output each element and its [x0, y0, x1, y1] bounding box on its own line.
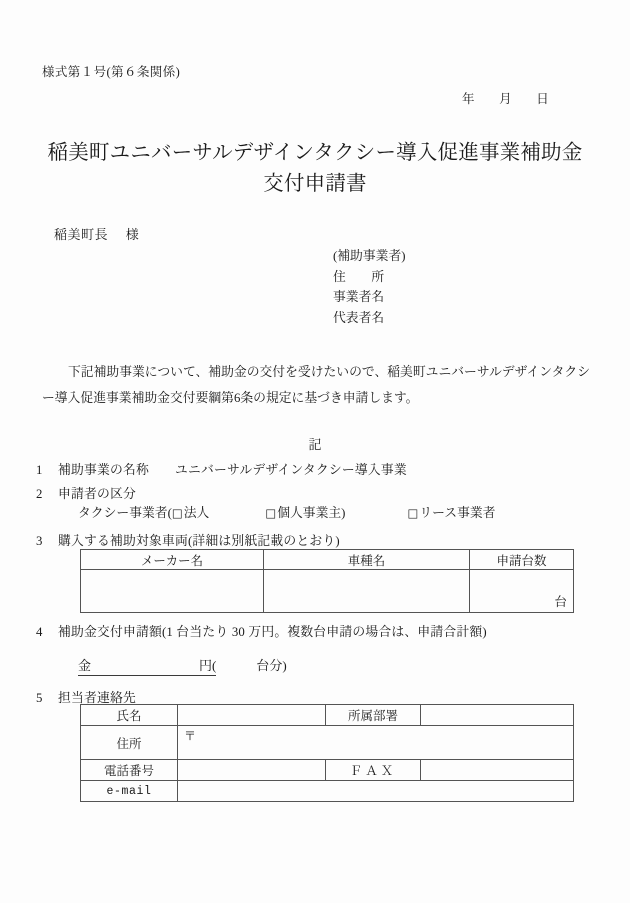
count-suffix: 台分) — [256, 658, 287, 673]
taxi-operator-open-paren: タクシー事業者( — [78, 506, 172, 520]
item-3-number: 3 — [36, 534, 43, 548]
page-title-line1: 稲美町ユニバーサルデザインタクシー導入促進事業補助金 — [47, 142, 583, 164]
date-line — [462, 89, 549, 107]
vehicle-header-count: 申請台数 — [470, 550, 574, 570]
table-row — [81, 705, 574, 726]
contact-address-label: 住所 — [81, 726, 178, 760]
amount-currency: 円( — [199, 658, 217, 673]
applicant-block — [333, 246, 406, 328]
item-4-label: 補助金交付申請額(1 台当たり 30 万円。複数台申請の場合は、申請合計額) — [58, 625, 487, 639]
contact-phone-value[interactable] — [178, 760, 326, 781]
table-row — [81, 726, 574, 760]
page-title-line2: 交付申請書 — [263, 173, 367, 195]
contact-address-value[interactable] — [178, 726, 574, 760]
vehicle-cell-model[interactable] — [264, 570, 470, 613]
contact-table — [80, 704, 574, 802]
addressee — [54, 224, 139, 243]
vehicle-header-maker: メーカー名 — [81, 550, 264, 570]
item-1-number: 1 — [36, 463, 43, 477]
applicant-representative-label: 代表者名 — [333, 310, 385, 325]
taxi-operator-close-paren: ) — [341, 506, 346, 520]
item-2-label: 申請者の区分 — [58, 487, 136, 501]
vehicle-cell-maker[interactable] — [81, 570, 264, 613]
contact-phone-label: 電話番号 — [81, 760, 178, 781]
page-title — [0, 138, 630, 200]
item-1-value: ユニバーサルデザインタクシー導入事業 — [174, 463, 407, 477]
amount-field[interactable] — [78, 655, 216, 676]
checkbox-corporation-icon[interactable]: □ — [171, 505, 183, 520]
item-2-options — [78, 502, 495, 521]
amount-line — [78, 655, 287, 676]
contact-fax-value[interactable] — [421, 760, 574, 781]
contact-fax-label: ＦＡＸ — [326, 760, 421, 781]
contact-email-value[interactable] — [178, 781, 574, 802]
contact-name-label: 氏名 — [81, 705, 178, 726]
table-row — [81, 781, 574, 802]
checkbox-lease-label[interactable]: リース事業者 — [419, 506, 496, 520]
body-paragraph — [42, 359, 590, 411]
checkbox-corporation-label[interactable]: 法人 — [183, 506, 210, 520]
amount-prefix: 金 — [78, 658, 92, 673]
applicant-heading: (補助事業者) — [333, 249, 406, 263]
item-2-number: 2 — [36, 487, 43, 501]
item-4-number: 4 — [36, 625, 43, 639]
date-year-label: 年 — [462, 92, 475, 106]
contact-department-value[interactable] — [421, 705, 574, 726]
vehicle-cell-count-unit[interactable]: 台 — [470, 570, 574, 613]
table-row — [81, 760, 574, 781]
form-number: 様式第１号(第６条関係) — [42, 65, 181, 79]
table-header-row — [81, 550, 574, 570]
contact-name-value[interactable] — [178, 705, 326, 726]
ki-marker: 記 — [308, 437, 322, 452]
checkbox-sole-proprietor-icon[interactable]: □ — [265, 505, 277, 520]
item-4 — [36, 621, 487, 640]
date-month-label: 月 — [499, 92, 512, 106]
table-row — [81, 570, 574, 613]
item-3 — [36, 530, 340, 549]
addressee-name: 稲美町長 — [54, 227, 109, 242]
contact-department-label: 所属部署 — [326, 705, 421, 726]
item-1 — [36, 459, 407, 478]
contact-email-label: e-mail — [81, 781, 178, 802]
date-day-label: 日 — [536, 92, 549, 106]
checkbox-sole-proprietor-label[interactable]: 個人事業主 — [277, 506, 342, 520]
postal-mark-icon: 〒 — [184, 729, 197, 743]
vehicle-header-model: 車種名 — [264, 550, 470, 570]
vehicle-table — [80, 549, 574, 613]
item-3-label: 購入する補助対象車両(詳細は別紙記載のとおり) — [58, 534, 340, 548]
item-5-label: 担当者連絡先 — [58, 691, 136, 705]
applicant-business-name-label: 事業者名 — [333, 290, 385, 304]
item-2 — [36, 483, 136, 502]
item-5-number: 5 — [36, 691, 43, 705]
checkbox-lease-icon[interactable]: □ — [407, 505, 419, 520]
addressee-honorific: 様 — [125, 227, 140, 242]
applicant-address-label: 住 所 — [333, 269, 385, 284]
body-paragraph-text: 下記補助事業について、補助金の交付を受けたいので、稲美町ユニバーサルデザインタクシー導入促進事業補助金交付要綱第6条の規定に基づき申請します。 — [42, 365, 590, 405]
item-1-label: 補助事業の名称 — [58, 463, 149, 477]
